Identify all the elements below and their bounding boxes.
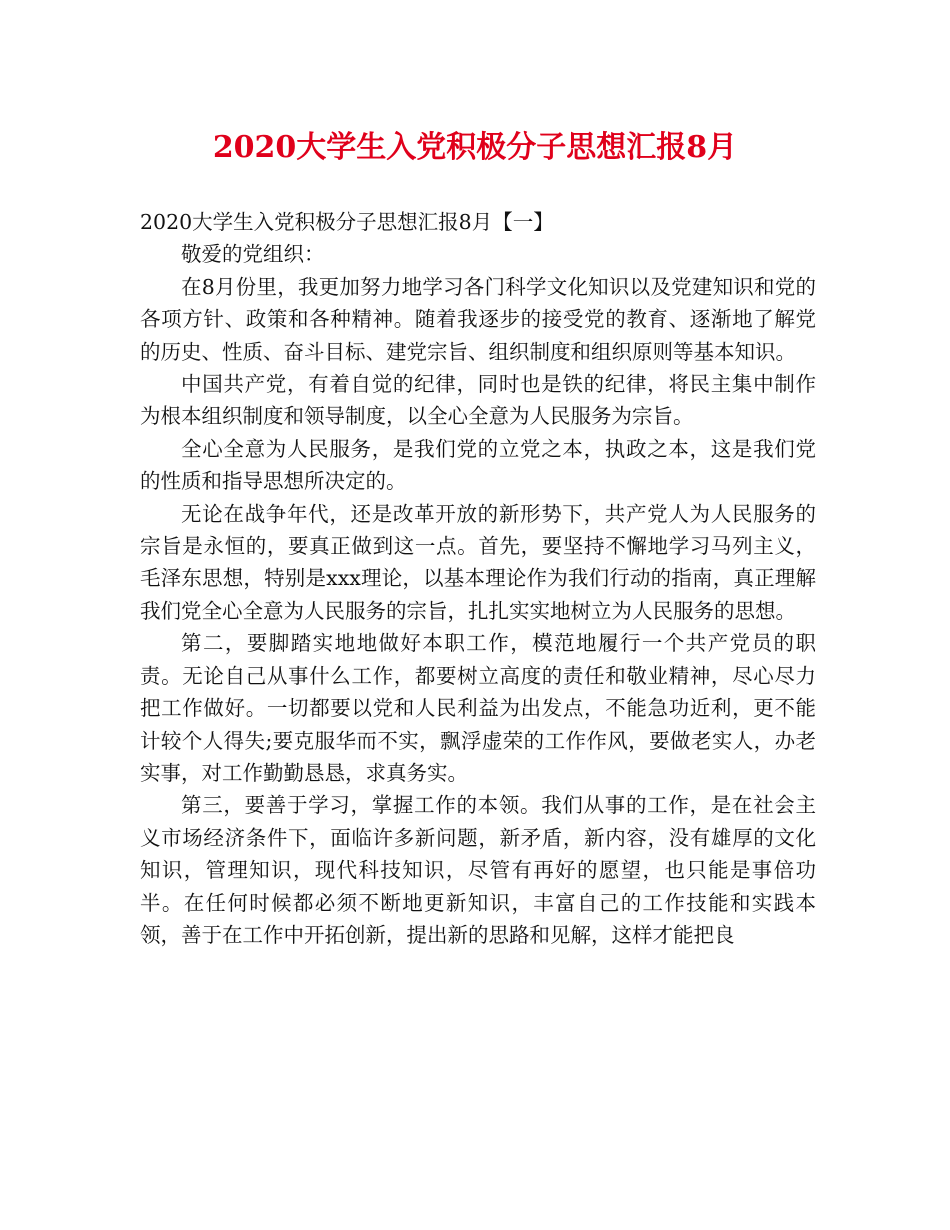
document-body <box>140 206 816 951</box>
salutation: 敬爱的党组织： <box>181 242 325 267</box>
paragraph-5: 第二，要脚踏实地地做好本职工作，模范地履行一个共产党员的职责。无论自己从事什么工作，都要树立高度的责任和敬业精神，尽心尽力把工作做好。一切都要以党和人民利益为出发点，不能急功近利，更不能计较个人得失;要克服华而不实，飘浮虚荣的工作作风，要做老实人，办老实事，对工作勤勤恳恳，求真务实。 <box>140 631 816 785</box>
paragraph-1: 在8月份里，我更加努力地学习各门科学文化知识以及党建知识和党的各项方针、政策和各种精神。随着我逐步的接受党的教育、逐渐地了解党的历史、性质、奋斗目标、建党宗旨、组织制度和组织原则等基本知识。 <box>140 274 816 364</box>
paragraph-2: 中国共产党，有着自觉的纪律，同时也是铁的纪律，将民主集中制作为根本组织制度和领导制度，以全心全意为人民服务为宗旨。 <box>140 372 816 429</box>
paragraph-3: 全心全意为人民服务，是我们党的立党之本，执政之本，这是我们党的性质和指导思想所决定的。 <box>140 436 816 494</box>
section-heading: 2020大学生入党积极分子思想汇报8月【一】 <box>140 210 554 234</box>
paragraph-6: 第三，要善于学习，掌握工作的本领。我们从事的工作，是在社会主义市场经济条件下，面临许多新问题，新矛盾，新内容，没有雄厚的文化知识，管理知识，现代科技知识，尽管有再好的愿望，也只能是事倍功半。在任何时候都必须不断地更新知识，丰富自己的工作技能和实践本领，善于在工作中开拓创新，提出新的思路和见解，这样才能把良 <box>140 793 816 947</box>
document-title: 2020大学生入党积极分子思想汇报8月 <box>212 130 738 165</box>
paragraph-4: 无论在战争年代，还是改革开放的新形势下，共产党人为人民服务的宗旨是永恒的，要真正做到这一点。首先，要坚持不懈地学习马列主义，毛泽东思想，特别是xxx理论，以基本理论作为我们行动的指南，真正理解我们党全心全意为人民服务的宗旨，扎扎实实地树立为人民服务的思想。 <box>140 501 816 623</box>
